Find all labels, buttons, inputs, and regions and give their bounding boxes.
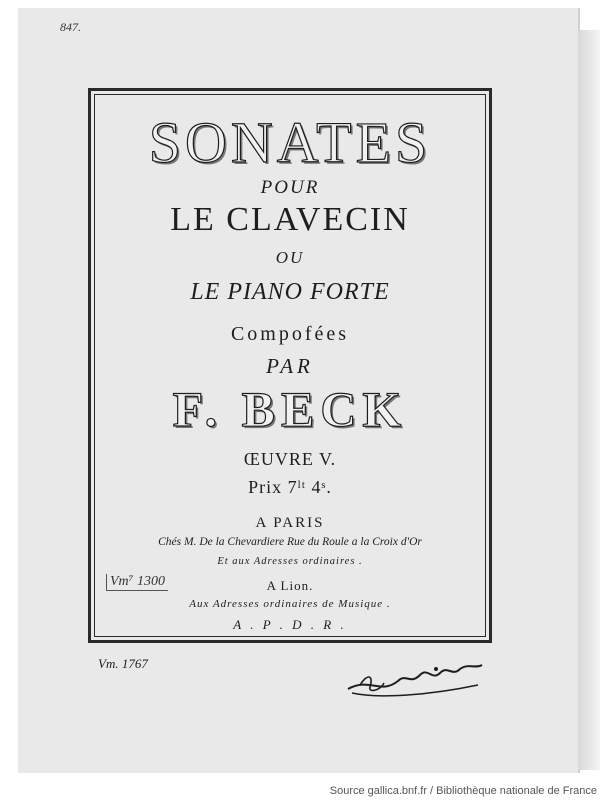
title: SONATES [148,110,432,175]
publisher-address: Chés M. De la Chevardiere Rue du Roule a la Croix d'Or [158,536,422,548]
instrument-clavecin: LE CLAVECIN [170,201,410,238]
signature-flourish-icon [340,655,490,700]
opus-number: ŒUVRE V. [243,449,337,469]
title-frame [88,88,492,643]
shelf-mark: 847. [60,20,81,34]
city-paris: A PARIS [255,515,325,531]
pour-text: POUR [260,177,320,198]
lower-call-mark: Vm. 1767 [98,656,148,671]
composees-text: Compofées [230,323,350,345]
source-footer: Source gallica.bnf.fr / Bibliothèque nationale de France [329,785,597,797]
ou-text: OU [275,248,305,267]
handwritten-call-number: Vm⁷ 1300 [106,574,168,591]
par-text: PAR [266,354,314,378]
privilege-mark: A . P . D . R . [233,617,347,632]
other-addresses: Et aux Adresses ordinaires . [217,556,363,567]
page-edge-shadow [578,30,600,770]
price: Prix 7ˡᵗ 4ˢ. [248,477,332,497]
music-addresses: Aux Adresses ordinaires de Musique . [189,598,391,610]
city-lion: A Lion. [266,578,314,593]
instrument-piano-forte: LE PIANO FORTE [190,279,390,305]
author-name: F. BECK [172,381,408,437]
